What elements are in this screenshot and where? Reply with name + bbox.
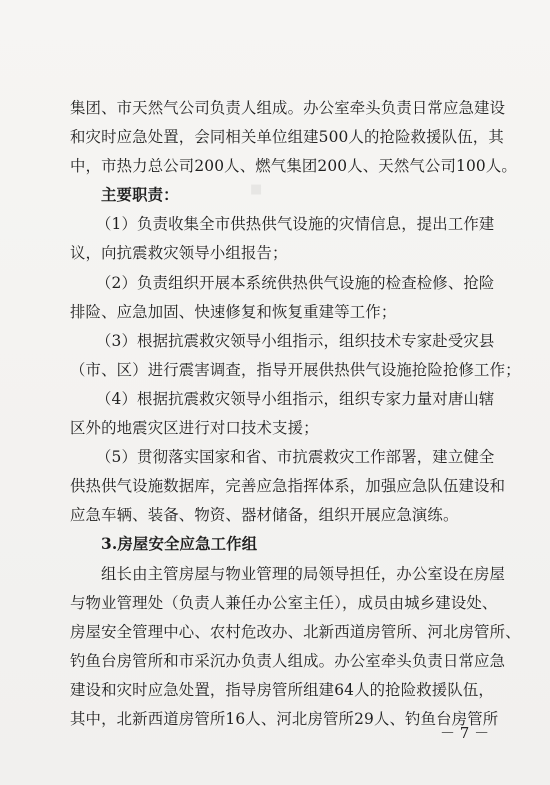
body-line: 其中，北新西道房管所16人、河北房管所29人、钓鱼台房管所: [70, 709, 499, 728]
duty-item-3: （3）根据抗震救灾领导小组指示，组织技术专家赴受灾县: [96, 331, 495, 350]
duty-item-2: （2）负责组织开展本系统供热供气设施的检查检修、抢险: [96, 273, 495, 292]
bleed-through-mark: ■: [250, 182, 263, 197]
body-line: 供热供气设施数据库，完善应急指挥体系，加强应急队伍建设和: [70, 477, 506, 496]
duty-item-5: （5）贯彻落实国家和省、市抗震救灾工作部署，建立健全: [96, 448, 495, 467]
document-body: [70, 94, 521, 734]
body-line: 区外的地震灾区进行对口技术支援；: [70, 419, 319, 438]
duty-item-1: （1）负责收集全市供热供气设施的灾情信息，提出工作建: [96, 215, 495, 234]
body-line: （市、区）进行震害调查，指导开展供热供气设施抢险抢修工作；: [70, 360, 521, 379]
body-line: 议，向抗震救灾领导小组报告；: [70, 244, 288, 263]
body-line: 中，市热力总公司200人、燃气集团200人、天然气公司100人。: [70, 157, 517, 176]
body-line: 钓鱼台房管所和市采沉办负责人组成。办公室牵头负责日常应急: [70, 651, 506, 670]
body-line: 集团、市天然气公司负责人组成。办公室牵头负责日常应急建设: [70, 99, 506, 117]
duty-item-4: （4）根据抗震救灾领导小组指示，组织专家力量对唐山辖: [96, 389, 495, 408]
section-heading-housing-safety: 3.房屋安全应急工作组: [101, 535, 258, 554]
body-line: 建设和灾时应急处置，指导房管所组建64人的抢险救援队伍，: [70, 680, 494, 699]
paragraph-start: 组长由主管房屋与物业管理的局领导担任，办公室设在房屋: [101, 564, 506, 583]
body-line: 和灾时应急处置，会同相关单位组建500人的抢险救援队伍，其: [70, 128, 504, 147]
body-line: 应急车辆、装备、物资、器材储备，组织开展应急演练。: [70, 506, 459, 525]
page-number: － 7 －: [440, 724, 490, 742]
section-heading-main-duties: 主要职责：: [101, 186, 179, 205]
body-line: 与物业管理处（负责人兼任办公室主任），成员由城乡建设处、: [70, 593, 498, 612]
body-line: 房屋安全管理中心、农村危改办、北新西道房管所、河北房管所、: [70, 622, 521, 641]
body-line: 排险、应急加固、快速修复和恢复重建等工作；: [70, 302, 397, 321]
